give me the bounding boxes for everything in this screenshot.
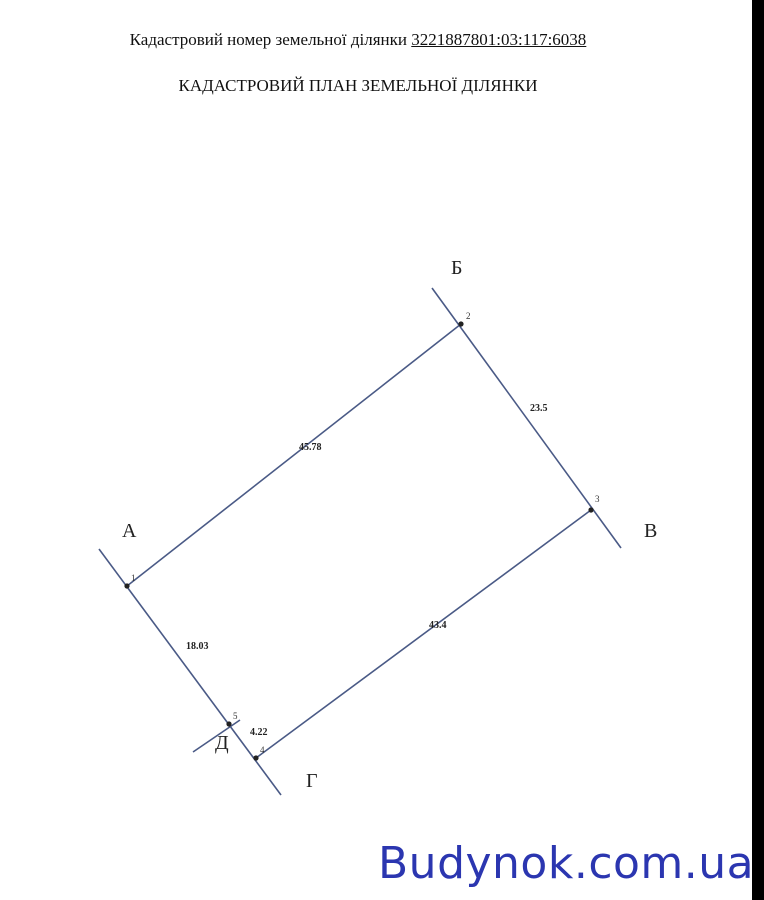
vertex-label-4: 4 bbox=[260, 745, 265, 755]
boundary-1-2 bbox=[127, 324, 461, 586]
vertex-3 bbox=[588, 507, 593, 512]
neighbor-label-a: А bbox=[122, 520, 137, 542]
neighbor-label-d: Д bbox=[215, 732, 229, 754]
vertex-label-5: 5 bbox=[233, 711, 238, 721]
cadastral-label: Кадастровий номер земельної ділянки bbox=[129, 30, 408, 49]
side-length-1-2: 45.78 bbox=[299, 442, 322, 453]
vertex-4 bbox=[253, 755, 258, 760]
site-watermark: Budynok.com.ua bbox=[378, 838, 755, 889]
boundary-3-4 bbox=[256, 510, 591, 758]
side-length-2-3: 23.5 bbox=[530, 403, 548, 414]
plan-title: КАДАСТРОВИЙ ПЛАН ЗЕМЕЛЬНОЇ ДІЛЯНКИ bbox=[178, 76, 538, 95]
cadastral-number: 3221887801:03:117:6038 bbox=[411, 30, 587, 49]
vertex-1 bbox=[124, 583, 129, 588]
vertex-label-2: 2 bbox=[466, 311, 471, 321]
side-length-4-5: 4.22 bbox=[250, 727, 268, 738]
neighbor-label-b: Б bbox=[451, 257, 463, 279]
vertex-2 bbox=[458, 321, 463, 326]
side-length-3-4: 43.4 bbox=[429, 620, 447, 631]
vertex-5 bbox=[226, 721, 231, 726]
neighbor-label-v: В bbox=[644, 520, 658, 542]
side-length-5-1: 18.03 bbox=[186, 641, 209, 652]
vertex-label-3: 3 bbox=[595, 494, 600, 504]
neighbor-label-g: Г bbox=[306, 770, 318, 792]
vertex-label-1: 1 bbox=[131, 573, 136, 583]
